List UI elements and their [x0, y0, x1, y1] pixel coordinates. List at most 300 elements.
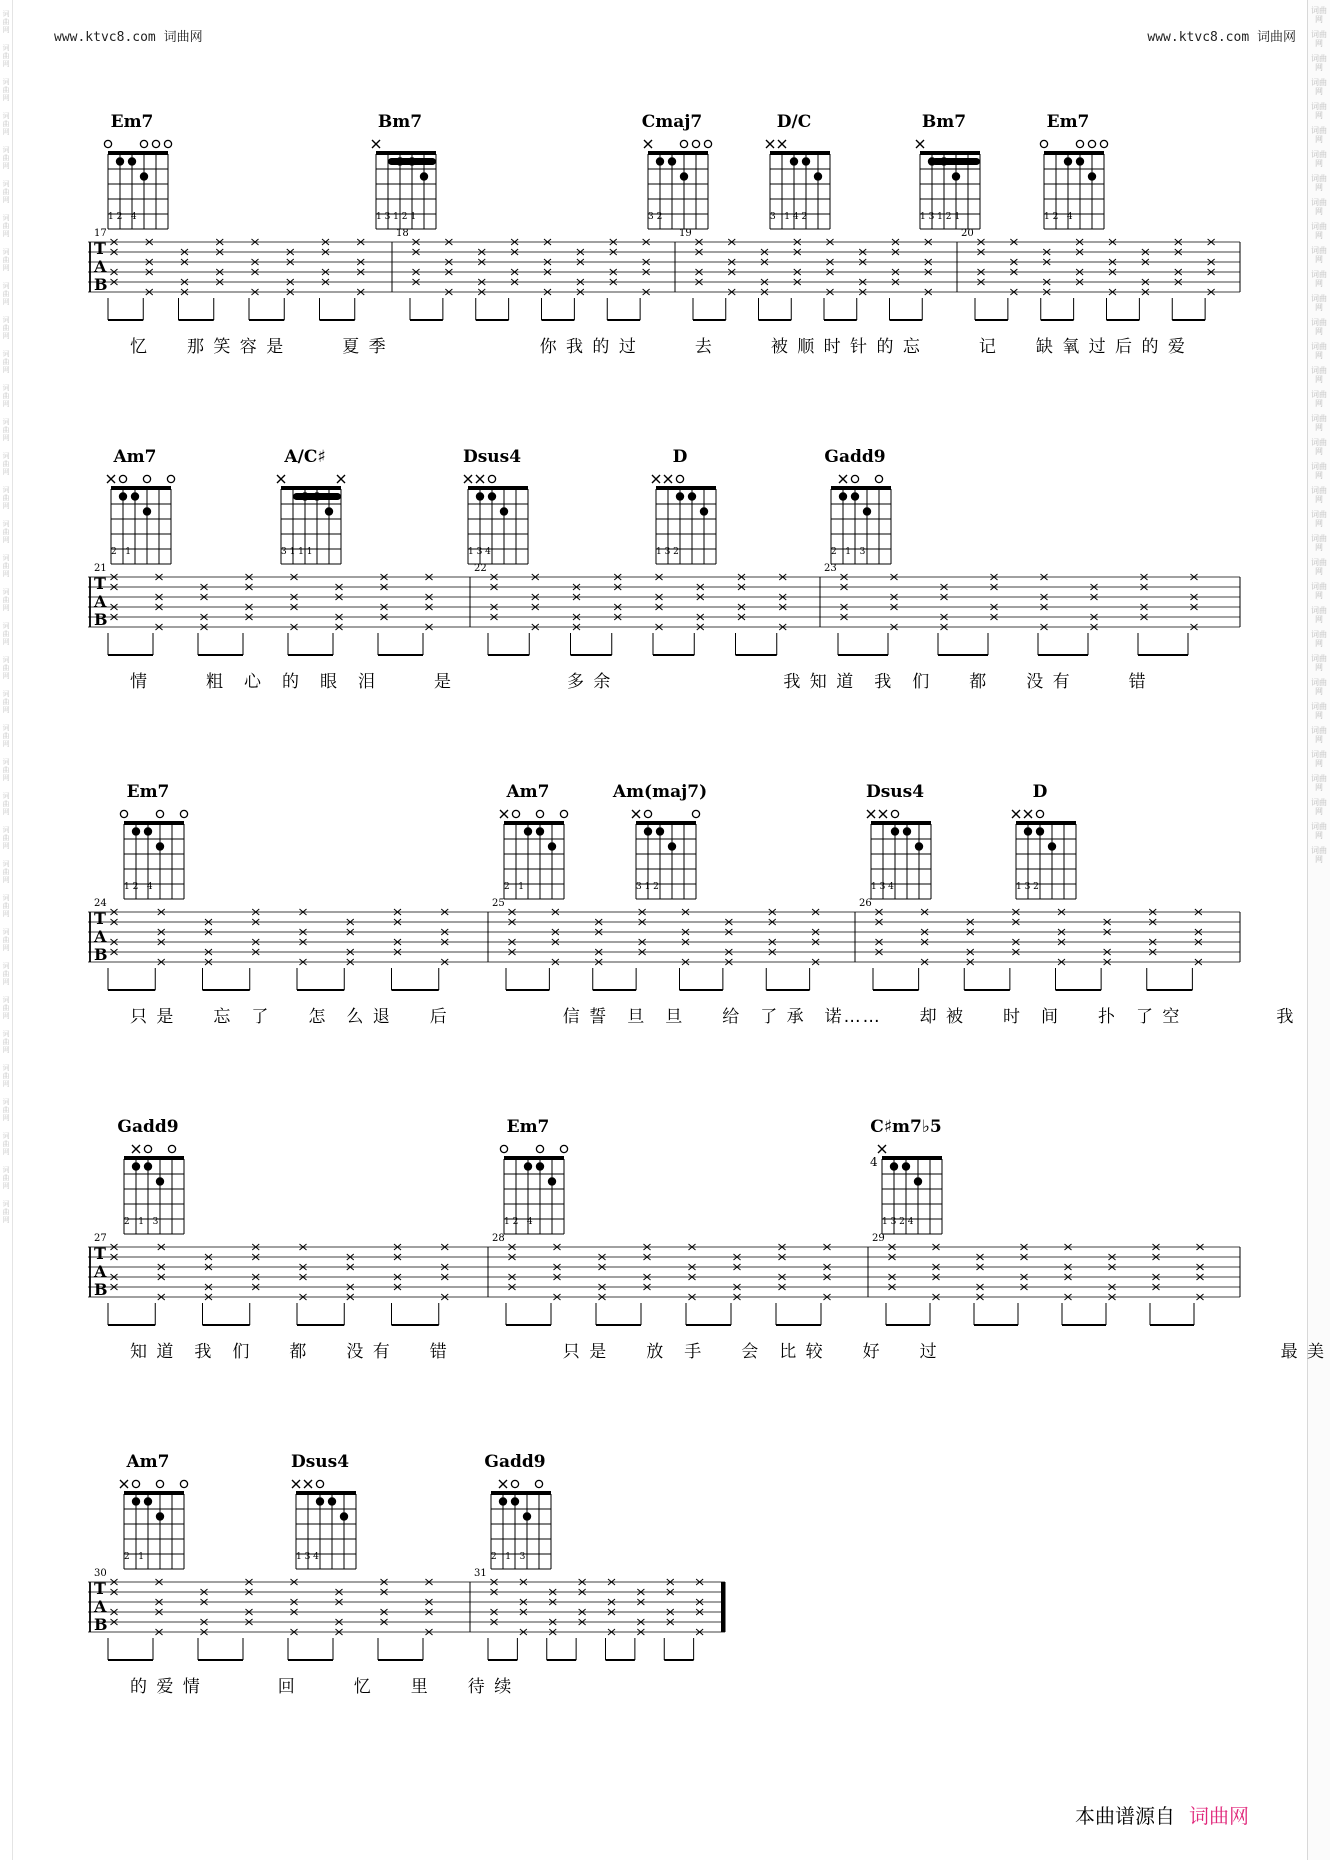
finger-dot [316, 1497, 324, 1505]
header-left-name: 词曲网 [163, 30, 203, 45]
bar-number: 26 [859, 898, 872, 909]
finger-dot [839, 492, 847, 500]
tab-staff [0, 902, 1250, 1012]
edge-watermark-text: 词曲网 [2, 146, 10, 170]
finger-dot [144, 1497, 152, 1505]
chord-fingering: 3 1 2 [636, 882, 659, 892]
chord-nut [920, 151, 980, 155]
finger-dot [132, 827, 140, 835]
edge-watermark-text: 词曲网 [2, 248, 10, 272]
muted-string-marker [120, 1480, 128, 1488]
edge-watermark-text: 词曲网 [2, 622, 10, 646]
edge-watermark-text: 词曲网 [1311, 822, 1327, 840]
edge-watermark-text: 词曲网 [1311, 150, 1327, 168]
tab-clef: A [94, 257, 107, 276]
edge-watermark-text: 词曲网 [2, 792, 10, 816]
chord-name: Em7 [506, 1117, 550, 1137]
edge-watermark-text: 词曲网 [1311, 78, 1327, 96]
chord-name: Em7 [110, 112, 154, 132]
open-string-marker [168, 1145, 175, 1152]
tab-clef: A [94, 1262, 107, 1281]
edge-watermark-text: 词曲网 [1311, 438, 1327, 456]
finger-dot [499, 1497, 507, 1505]
edge-watermark-text: 词曲网 [2, 962, 10, 986]
finger-dot [1088, 172, 1096, 180]
finger-dot [420, 172, 428, 180]
finger-dot [891, 827, 899, 835]
open-string-marker [535, 1480, 542, 1487]
tab-clef: T [94, 909, 106, 928]
header-right-name: 词曲网 [1256, 30, 1296, 45]
open-string-marker [500, 1145, 507, 1152]
chord-name: Am7 [506, 782, 550, 802]
edge-watermark-text: 词曲网 [2, 1200, 10, 1224]
chord-name: A/C♯ [284, 447, 326, 467]
edge-watermark-text: 词曲网 [1311, 6, 1327, 24]
bar-number: 22 [474, 563, 487, 574]
finger-dot [668, 157, 676, 165]
open-string-marker [644, 810, 651, 817]
finger-dot [156, 1512, 164, 1520]
chord-nut [504, 821, 564, 825]
tab-clef: A [94, 927, 107, 946]
chord-name: Am7 [126, 1452, 170, 1472]
tab-clef: B [94, 1615, 108, 1634]
finger-dot [688, 492, 696, 500]
muted-string-marker [337, 475, 345, 483]
barre-bar [293, 493, 341, 500]
edge-watermark-text: 词曲网 [2, 1064, 10, 1088]
chord-nut [831, 486, 891, 490]
edge-watermark-text: 词曲网 [1311, 102, 1327, 120]
chord-fingering: 1 3 4 [468, 547, 491, 557]
tab-staff [0, 567, 1250, 677]
edge-watermark-text: 词曲网 [2, 894, 10, 918]
edge-watermark-text: 词曲网 [1311, 558, 1327, 576]
finger-dot [536, 827, 544, 835]
tab-staff [0, 1237, 1250, 1347]
finger-dot [1048, 842, 1056, 850]
edge-watermark-text: 词曲网 [2, 724, 10, 748]
chord-fingering: 2 1 [124, 1552, 145, 1562]
edge-watermark-text: 词曲网 [1311, 342, 1327, 360]
muted-string-marker [839, 475, 847, 483]
bar-number: 25 [492, 898, 505, 909]
edge-watermark-text: 词曲网 [2, 44, 10, 68]
bar-number: 18 [396, 228, 409, 239]
open-string-marker [488, 475, 495, 482]
muted-string-marker [652, 475, 660, 483]
muted-string-marker [1012, 810, 1020, 818]
open-string-marker [536, 1145, 543, 1152]
edge-watermark-text: 词曲网 [2, 826, 10, 850]
edge-watermark-text: 词曲网 [1311, 582, 1327, 600]
muted-string-marker [878, 1145, 886, 1153]
finger-dot [156, 1177, 164, 1185]
open-string-marker [152, 140, 159, 147]
edge-watermark-text: 词曲网 [2, 452, 10, 476]
edge-watermark-text: 词曲网 [2, 112, 10, 136]
open-string-marker [140, 140, 147, 147]
edge-watermark-text: 词曲网 [2, 486, 10, 510]
chord-fingering: 1 3 1 2 1 [920, 212, 961, 222]
finger-dot [500, 507, 508, 515]
finger-dot [656, 827, 664, 835]
edge-watermark-text: 词曲网 [1311, 414, 1327, 432]
finger-dot [668, 842, 676, 850]
bar-number: 20 [961, 228, 974, 239]
open-string-marker [143, 475, 150, 482]
edge-watermark-text: 词曲网 [1311, 462, 1327, 480]
edge-watermark-text: 词曲网 [1311, 294, 1327, 312]
tab-clef: A [94, 592, 107, 611]
finger-dot [132, 1162, 140, 1170]
edge-watermark-text: 词曲网 [1311, 798, 1327, 816]
tab-clef: B [94, 945, 108, 964]
header-left-site: www.ktvc8.com [54, 30, 156, 45]
finger-dot [790, 157, 798, 165]
open-string-marker [875, 475, 882, 482]
edge-watermark-text: 词曲网 [2, 384, 10, 408]
finger-dot [143, 507, 151, 515]
open-string-marker [676, 475, 683, 482]
finger-dot [952, 172, 960, 180]
finger-dot [863, 507, 871, 515]
finger-dot [328, 1497, 336, 1505]
bar-number: 27 [94, 1233, 107, 1244]
open-string-marker [680, 140, 687, 147]
edge-watermark-text: 词曲网 [1311, 126, 1327, 144]
open-string-marker [560, 810, 567, 817]
bar-number: 28 [492, 1233, 505, 1244]
tab-clef: A [94, 1597, 107, 1616]
chord-name: D [1032, 782, 1048, 802]
chord-fingering: 1 2 4 [108, 212, 137, 222]
edge-watermark-text: 词曲网 [1311, 390, 1327, 408]
edge-watermark-text: 词曲网 [1311, 486, 1327, 504]
open-string-marker [704, 140, 711, 147]
chord-nut [108, 151, 168, 155]
chord-fingering: 2 1 3 [124, 1217, 159, 1227]
chord-nut [504, 1156, 564, 1160]
edge-watermark-text: 词曲网 [2, 350, 10, 374]
edge-watermark-text: 词曲网 [2, 656, 10, 680]
finger-dot [700, 507, 708, 515]
chord-fingering: 1 3 1 2 1 [376, 212, 417, 222]
edge-watermark-text: 词曲网 [1311, 606, 1327, 624]
edge-watermark-text: 词曲网 [1311, 222, 1327, 240]
muted-string-marker [372, 140, 380, 148]
muted-string-marker [916, 140, 924, 148]
finger-dot [914, 1177, 922, 1185]
edge-watermark-text: 词曲网 [1311, 678, 1327, 696]
chord-fingering: 1 3 4 [871, 882, 894, 892]
chord-nut [124, 821, 184, 825]
chord-name: Dsus4 [290, 1452, 350, 1472]
right-margin-watermark [1307, 0, 1330, 1860]
open-string-marker [692, 140, 699, 147]
lyric-line: 知 道 我 们 都 没 有 错 只 是 放 手 会 比 较 好 过 最 美 [130, 1342, 1327, 1362]
finger-dot [1064, 157, 1072, 165]
chord-fingering: 2 1 [111, 547, 132, 557]
edge-watermark-text: 词曲网 [2, 316, 10, 340]
open-string-marker [851, 475, 858, 482]
muted-string-marker [778, 140, 786, 148]
open-string-marker [156, 810, 163, 817]
open-string-marker [316, 1480, 323, 1487]
tab-clef: B [94, 275, 108, 294]
edge-watermark-text: 词曲网 [2, 180, 10, 204]
chord-name: Cmaj7 [641, 112, 703, 132]
edge-watermark-text: 词曲网 [1311, 654, 1327, 672]
chord-nut [124, 1491, 184, 1495]
header-right-site: www.ktvc8.com [1147, 30, 1250, 45]
chord-nut [376, 151, 436, 155]
edge-watermark-text: 词曲网 [2, 588, 10, 612]
chord-nut [770, 151, 830, 155]
chord-nut [656, 486, 716, 490]
edge-watermark-text: 词曲网 [2, 214, 10, 238]
edge-watermark-text: 词曲网 [1311, 30, 1327, 48]
muted-string-marker [107, 475, 115, 483]
final-bar-line [721, 1582, 725, 1632]
chord-fingering: 1 3 2 [1016, 882, 1039, 892]
bar-number: 31 [474, 1568, 487, 1579]
chord-name: Bm7 [921, 112, 967, 132]
open-string-marker [511, 1480, 518, 1487]
open-string-marker [119, 475, 126, 482]
muted-string-marker [766, 140, 774, 148]
muted-string-marker [277, 475, 285, 483]
chord-fingering: 1 2 4 [1044, 212, 1073, 222]
chord-name: C♯m7♭5 [870, 1117, 942, 1137]
barre-bar [388, 158, 436, 165]
edge-watermark-text: 词曲网 [1311, 174, 1327, 192]
edge-watermark-text: 词曲网 [1311, 198, 1327, 216]
muted-string-marker [644, 140, 652, 148]
finger-dot [131, 492, 139, 500]
edge-watermark-text: 词曲网 [2, 690, 10, 714]
edge-watermark-text: 词曲网 [1311, 510, 1327, 528]
finger-dot [548, 1177, 556, 1185]
edge-watermark-text: 词曲网 [1311, 750, 1327, 768]
edge-watermark-text: 词曲网 [2, 1098, 10, 1122]
lyric-line: 只 是 忘 了 怎 么 退 后 信 誓 旦 旦 给 了 承 诺…… 却 被 时 间 扑 了 空 我 [130, 1007, 1296, 1027]
chord-nut [1016, 821, 1076, 825]
chord-fingering: 3 1 4 2 [770, 212, 808, 222]
muted-string-marker [632, 810, 640, 818]
edge-watermark-text: 词曲网 [1311, 318, 1327, 336]
finger-dot [524, 827, 532, 835]
open-string-marker [164, 140, 171, 147]
chord-name: Bm7 [377, 112, 423, 132]
edge-watermark-text: 词曲网 [2, 860, 10, 884]
footer-prefix: 本曲谱源自 [1075, 1804, 1175, 1828]
header-right [1147, 26, 1296, 45]
open-string-marker [180, 810, 187, 817]
open-string-marker [104, 140, 111, 147]
open-string-marker [167, 475, 174, 482]
finger-dot [915, 842, 923, 850]
edge-watermark-text: 词曲网 [1311, 534, 1327, 552]
edge-watermark-text: 词曲网 [2, 1166, 10, 1190]
finger-dot [119, 492, 127, 500]
bar-number: 24 [94, 898, 107, 909]
open-string-marker [692, 810, 699, 817]
finger-dot [536, 1162, 544, 1170]
tab-staff [0, 232, 1250, 342]
finger-dot [132, 1497, 140, 1505]
finger-dot [890, 1162, 898, 1170]
tab-clef: T [94, 239, 106, 258]
chord-fingering: 1 3 2 4 [882, 1217, 914, 1227]
edge-watermark-text: 词曲网 [1311, 366, 1327, 384]
finger-dot [1024, 827, 1032, 835]
chord-name: D [672, 447, 688, 467]
footer-credit [1075, 1800, 1249, 1829]
open-string-marker [180, 1480, 187, 1487]
finger-dot [128, 157, 136, 165]
open-string-marker [120, 810, 127, 817]
edge-watermark-text: 词曲网 [2, 418, 10, 442]
chord-fingering: 2 1 3 [491, 1552, 526, 1562]
finger-dot [140, 172, 148, 180]
edge-watermark-text: 词曲网 [2, 1132, 10, 1156]
chord-nut [111, 486, 171, 490]
chord-name: Dsus4 [865, 782, 925, 802]
tab-clef: T [94, 1579, 106, 1598]
barre-bar [932, 158, 980, 165]
finger-dot [1036, 827, 1044, 835]
edge-watermark-text: 词曲网 [2, 996, 10, 1020]
edge-watermark-text: 词曲网 [1311, 846, 1327, 864]
open-string-marker [1040, 140, 1047, 147]
finger-dot [1076, 157, 1084, 165]
finger-dot [814, 172, 822, 180]
chord-nut [648, 151, 708, 155]
finger-dot [523, 1512, 531, 1520]
edge-watermark-text: 词曲网 [1311, 774, 1327, 792]
finger-dot [524, 1162, 532, 1170]
chord-name: Gadd9 [484, 1452, 546, 1472]
chord-fingering: 3 1 1 1 [281, 547, 313, 557]
open-string-marker [1100, 140, 1107, 147]
finger-dot [144, 1162, 152, 1170]
edge-watermark-text: 词曲网 [2, 282, 10, 306]
chord-fret-number: 4 [870, 1155, 878, 1169]
muted-string-marker [464, 475, 472, 483]
open-string-marker [132, 1480, 139, 1487]
chord-fingering: 1 2 4 [124, 882, 153, 892]
edge-watermark-text: 词曲网 [1311, 702, 1327, 720]
tab-clef: T [94, 574, 106, 593]
muted-string-marker [499, 1480, 507, 1488]
chord-nut [124, 1156, 184, 1160]
chord-name: Am7 [113, 447, 157, 467]
finger-dot [340, 1512, 348, 1520]
open-string-marker [1088, 140, 1095, 147]
open-string-marker [144, 1145, 151, 1152]
bar-number: 23 [824, 563, 837, 574]
chord-name: D/C [776, 112, 812, 132]
tab-staff [0, 1572, 1250, 1682]
finger-dot [548, 842, 556, 850]
chord-nut [296, 1491, 356, 1495]
chord-name: Am(maj7) [612, 782, 708, 802]
finger-dot [680, 172, 688, 180]
open-string-marker [156, 1480, 163, 1487]
finger-dot [144, 827, 152, 835]
edge-watermark-text: 词曲网 [1311, 270, 1327, 288]
open-string-marker [891, 810, 898, 817]
edge-watermark-text: 词曲网 [2, 520, 10, 544]
chord-name: Em7 [126, 782, 170, 802]
chord-fingering: 1 3 2 [656, 547, 679, 557]
bar-number: 21 [94, 563, 107, 574]
open-string-marker [1076, 140, 1083, 147]
chord-nut [636, 821, 696, 825]
edge-watermark-text: 词曲网 [2, 554, 10, 578]
edge-watermark-text: 词曲网 [1311, 246, 1327, 264]
finger-dot [656, 157, 664, 165]
chord-nut [491, 1491, 551, 1495]
finger-dot [902, 1162, 910, 1170]
chord-fingering: 2 1 3 [831, 547, 866, 557]
finger-dot [676, 492, 684, 500]
open-string-marker [536, 810, 543, 817]
chord-nut [1044, 151, 1104, 155]
muted-string-marker [476, 475, 484, 483]
finger-dot [156, 842, 164, 850]
muted-string-marker [867, 810, 875, 818]
muted-string-marker [304, 1480, 312, 1488]
muted-string-marker [1024, 810, 1032, 818]
chord-name: Gadd9 [824, 447, 886, 467]
muted-string-marker [500, 810, 508, 818]
edge-watermark-text: 词曲网 [2, 78, 10, 102]
chord-nut [468, 486, 528, 490]
bar-number: 19 [679, 228, 692, 239]
edge-watermark-text: 词曲网 [2, 758, 10, 782]
chord-nut [281, 486, 341, 490]
edge-watermark-text: 词曲网 [2, 928, 10, 952]
muted-string-marker [664, 475, 672, 483]
lyric-line: 忆 那 笑 容 是 夏 季 你 我 的 过 去 被 顺 时 针 的 忘 记 缺 氧 过 后 的 爱 [130, 337, 1187, 357]
chord-fingering: 1 2 4 [504, 1217, 533, 1227]
finger-dot [851, 492, 859, 500]
chord-fingering: 3 2 [648, 212, 663, 222]
open-string-marker [512, 810, 519, 817]
open-string-marker [560, 1145, 567, 1152]
tab-clef: B [94, 1280, 108, 1299]
finger-dot [476, 492, 484, 500]
bar-number: 30 [94, 1568, 107, 1579]
chord-nut [871, 821, 931, 825]
header-left [54, 26, 203, 45]
chord-name: Dsus4 [462, 447, 522, 467]
finger-dot [116, 157, 124, 165]
footer-brand: 词曲网 [1189, 1804, 1249, 1828]
chord-name: Gadd9 [117, 1117, 179, 1137]
finger-dot [644, 827, 652, 835]
edge-watermark-text: 词曲网 [1311, 630, 1327, 648]
lyric-line: 情 粗 心 的 眼 泪 是 多 余 我 知 道 我 们 都 没 有 错 [130, 672, 1148, 692]
open-string-marker [1036, 810, 1043, 817]
lyric-line: 的 爱 情 回 忆 里 待 续 [130, 1677, 514, 1697]
edge-watermark-text: 词曲网 [2, 10, 10, 34]
muted-string-marker [879, 810, 887, 818]
finger-dot [325, 507, 333, 515]
